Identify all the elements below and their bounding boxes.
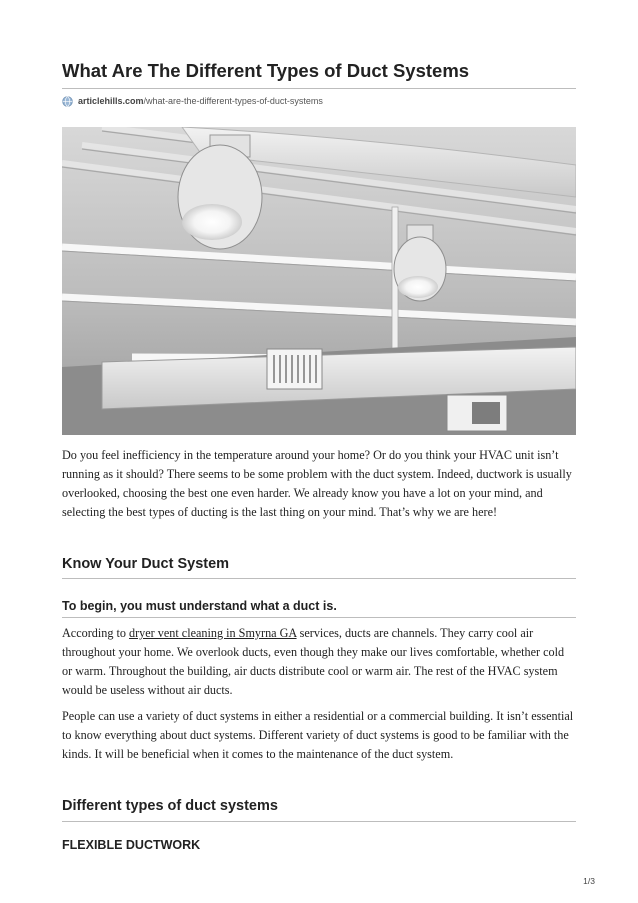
source-host[interactable]: articlehills.com [78,96,144,106]
hero-image [62,127,576,435]
subheading-what-a-duct-is: To begin, you must understand what a duct is. [62,599,337,613]
source-path[interactable]: /what-are-the-different-types-of-duct-systems [143,96,323,106]
dryer-vent-cleaning-link[interactable]: dryer vent cleaning in Smyrna GA [129,626,297,640]
para-text: services, ducts are channels. They carry cool air throughout your home. We overlook ducts, even though they make our lives comfortable, whether cold or warm. Throughout the building, air ducts distribute cool or warm air. The rest of the HVAC system would be useless without air ducts. [62,626,565,698]
intro-paragraph: Do you feel inefficiency in the temperature around your home? Or do you think your HVAC unit isn’t running as it should? There seems to be some problem with the duct system. Indeed, ductwork is usually overlooked, choosing the best one even harder. We already know you have a lot on your mind, and selecting the best types of ducting is the last thing on your mind. That’s why we are here! [62,448,572,520]
globe-icon [62,96,73,107]
para-text: According to [62,626,130,640]
section-divider [62,821,576,822]
page-title: What Are The Different Types of Duct Systems [62,60,470,81]
section-heading-types-of-duct-systems: Different types of duct systems [62,798,278,814]
subheading-flexible-ductwork: FLEXIBLE DUCTWORK [62,838,201,852]
paragraph-duct-variety: People can use a variety of duct systems in either a residential or a commercial building. It isn’t essential to know everything about duct systems. Different variety of duct systems is good to be familiar with the kinds. It will be beneficial when it comes to the maintenance of the duct system. [62,709,574,762]
page-number: 1/3 [583,876,595,886]
section-divider [62,578,576,579]
paragraph-duct-definition [62,624,576,700]
source-url[interactable] [62,94,323,108]
title-divider [62,88,576,89]
section-heading-know-your-duct-system: Know Your Duct System [62,556,230,572]
subheading-divider [62,617,576,618]
